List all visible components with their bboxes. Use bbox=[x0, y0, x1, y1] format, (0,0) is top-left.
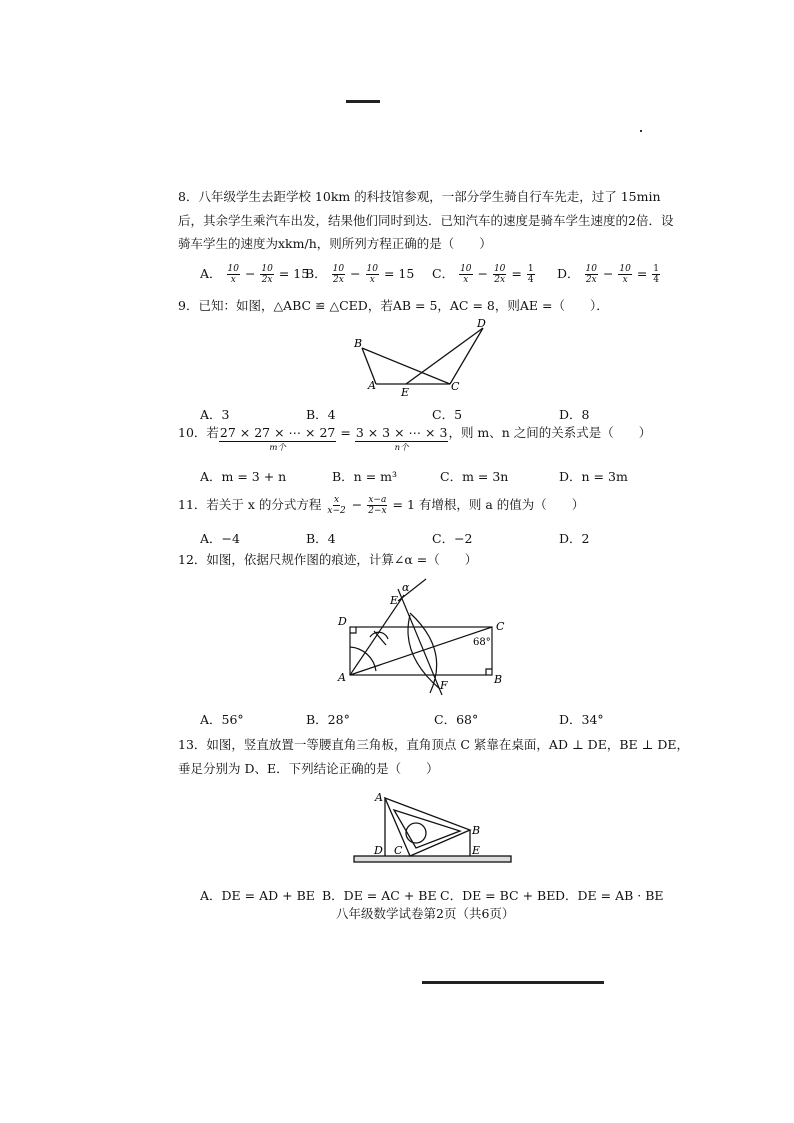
q11-option-a: A．−4 bbox=[200, 531, 240, 546]
q13-label-e: E bbox=[472, 844, 481, 857]
q9-label-a: A bbox=[368, 379, 376, 392]
q9-option-b: B．4 bbox=[306, 407, 336, 422]
q10-left-group: 27 × 27 × ⋯ × 27 m个 bbox=[219, 425, 336, 453]
q11-option-d: D．2 bbox=[559, 531, 590, 546]
q9-option-d: D．8 bbox=[559, 407, 590, 422]
q12-option-a: A．56° bbox=[200, 712, 244, 727]
q9-figure bbox=[340, 316, 500, 400]
q13-option-b: B．DE = AC + BE bbox=[322, 888, 437, 903]
q13-label-b: B bbox=[472, 824, 481, 837]
q8-line3: 骑车学生的速度为xkm/h，则所列方程正确的是（ ） bbox=[178, 236, 492, 251]
scan-mark-top bbox=[346, 100, 380, 103]
q12-label-b: B bbox=[494, 673, 503, 686]
q13-line1: 13．如图，竖直放置一等腰直角三角板，直角顶点 C 紧靠在桌面，AD ⊥ DE，BE ⊥ DE， bbox=[178, 737, 689, 752]
q13-option-a: A．DE = AD + BE bbox=[200, 888, 315, 903]
q8-option-a: A． $\frac{10}{x}$ − $\frac{10}{2x}$ = 15 bbox=[200, 264, 310, 285]
q9-stem: 9．已知：如图，△ABC ≌ △CED，若AB = 5，AC = 8，则AE =（ ）． bbox=[178, 298, 609, 313]
q10-right-group: 3 × 3 × ⋯ × 3 n个 bbox=[355, 425, 448, 453]
q11-option-b: B．4 bbox=[306, 531, 336, 546]
q12-option-d: D．34° bbox=[559, 712, 604, 727]
q10-option-d: D．n = 3m bbox=[559, 469, 628, 484]
q9-label-c: C bbox=[451, 380, 460, 393]
q12-label-68: 68° bbox=[473, 637, 491, 648]
q13-option-d: D．DE = AB · BE bbox=[555, 888, 664, 903]
q13-option-c: C．DE = BC + BE bbox=[440, 888, 556, 903]
q8-line1: 8．八年级学生去距学校 10km 的科技馆参观，一部分学生骑自行车先走，过了 15min bbox=[178, 189, 661, 204]
q12-label-c: C bbox=[496, 620, 505, 633]
q8-option-b: B． $\frac{10}{2x}$ − $\frac{10}{x}$ = 15 bbox=[305, 264, 415, 285]
q12-option-c: C．68° bbox=[434, 712, 479, 727]
q12-label-alpha: α bbox=[402, 581, 410, 594]
q12-stem: 12．如图，依据尺规作图的痕迹，计算∠α =（ ） bbox=[178, 552, 478, 567]
q10-option-c: C．m = 3n bbox=[440, 469, 509, 484]
q9-label-d: D bbox=[477, 317, 486, 330]
q9-label-b: B bbox=[354, 337, 363, 350]
q12-label-d: D bbox=[338, 615, 347, 628]
scan-dot bbox=[640, 130, 642, 132]
q13-label-c: C bbox=[394, 844, 403, 857]
q12-label-e: E bbox=[390, 594, 399, 607]
q9-label-e: E bbox=[401, 386, 410, 399]
q8-option-d: D． $\frac{10}{2x}$ − $\frac{10}{x}$ = $\frac{1}{4}$ bbox=[557, 264, 659, 285]
q8-option-c: C． $\frac{10}{x}$ − $\frac{10}{2x}$ = $\frac{1}{4}$ bbox=[432, 264, 534, 285]
q8-line2: 后，其余学生乘汽车出发，结果他们同时到达．已知汽车的速度是骑车学生速度的2倍．设 bbox=[178, 213, 674, 228]
page-footer: 八年级数学试卷第2页（共6页） bbox=[336, 906, 515, 921]
q11-stem: 11．若关于 x 的分式方程 $\frac{x}{x-2}$ − $\frac{x-a}{2-x}$ = 1 有增根，则 a 的值为（ ） bbox=[178, 495, 585, 516]
q10-option-b: B．n = m³ bbox=[332, 469, 398, 484]
q13-label-d: D bbox=[374, 844, 383, 857]
q10-option-a: A．m = 3 + n bbox=[200, 469, 287, 484]
q12-option-b: B．28° bbox=[306, 712, 350, 727]
q11-option-c: C．−2 bbox=[432, 531, 473, 546]
q12-figure bbox=[330, 575, 520, 705]
q12-label-f: F bbox=[440, 679, 448, 692]
q10-stem: 10．若 27 × 27 × ⋯ × 27 m个 = 3 × 3 × ⋯ × 3 n个 ，则 m、n 之间的关系式是（ ） bbox=[178, 425, 652, 453]
q13-figure bbox=[350, 788, 515, 870]
q12-label-a: A bbox=[338, 671, 346, 684]
q9-option-c: C．5 bbox=[432, 407, 463, 422]
q9-option-a: A．3 bbox=[200, 407, 230, 422]
scan-mark-bottom bbox=[422, 981, 604, 984]
q13-label-a: A bbox=[375, 791, 383, 804]
q13-line2: 垂足分别为 D、E．下列结论正确的是（ ） bbox=[178, 761, 439, 776]
